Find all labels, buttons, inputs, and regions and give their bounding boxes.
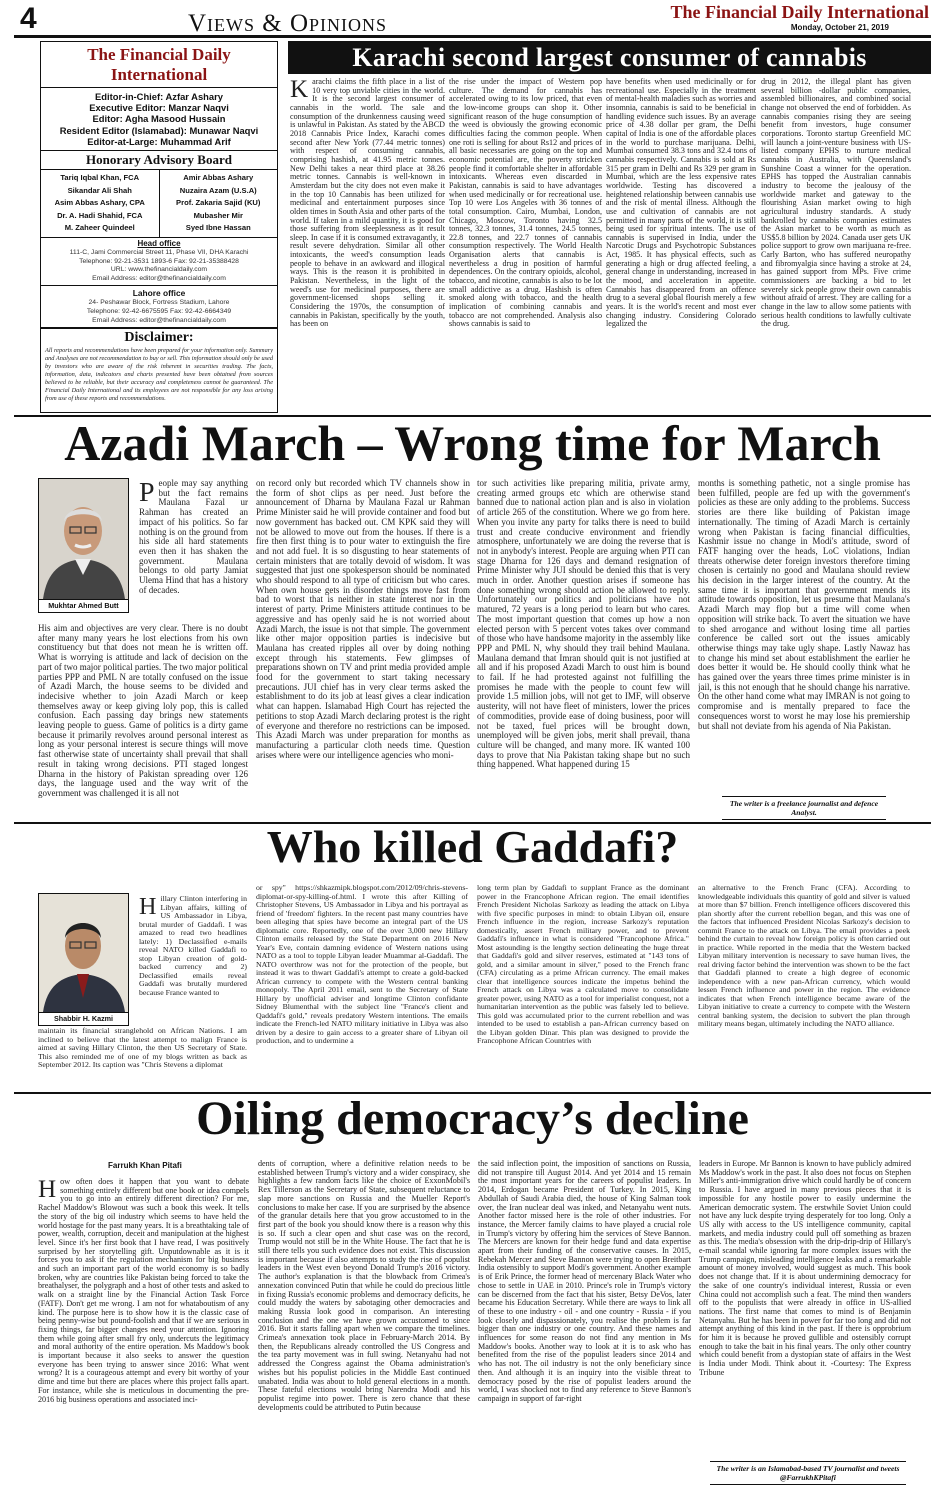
article-text: an alternative to the French Franc (CFA). According to knowledgeable individuals this quantity of gold and silver is valued at more than $7 billion. French intelligence officers discovered this plan shortly after the current rebellion began, and this was one of the factors that influenced President Nicolas Sarkozy's decision to commit France to the attack on Libya. The email provides a peek behind the curtain to reveal how foreign policy is often carried out in practice. While reported in the media that the Western backed Libyan military intervention is necessary to save human lives, the real driving factor behind the intervention was shown to be the fact that Gaddafi planned to create a high degree of economic independence with a new pan-African currency, which would lessen French influence and power in the region. The evidence indicates that when French intelligence became aware of the Libyan initiative to create a currency to compete with the Western central banking system, the decision to subvert the plan through military means began, ultimately including the NATO alliance. xyxy=(698,884,910,1028)
cannabis-column-4 xyxy=(761,78,911,412)
portrait-illustration xyxy=(39,479,128,599)
advisory-board-right xyxy=(159,170,278,237)
advisory-board-title: Honorary Advisory Board xyxy=(41,151,277,170)
board-member: Tariq Iqbal Khan, FCA xyxy=(60,173,140,183)
address-line: Email Address: editor@thefinancialdaily.com xyxy=(92,274,226,282)
cannabis-column-1 xyxy=(290,78,445,412)
oiling-column-4 xyxy=(699,1160,911,1458)
address-line: Telephone: 92-21-3531 1893-6 Fax: 92-21-35388428 xyxy=(79,257,239,265)
board-member: Syed Ibne Hassan xyxy=(185,223,251,233)
author-photo xyxy=(38,478,129,613)
paper-name: The Financial Daily International xyxy=(670,2,929,22)
lahore-office-address xyxy=(41,298,277,328)
oiling-column-1 xyxy=(38,1178,249,1488)
lahore-office-title: Lahore office xyxy=(132,288,186,299)
cannabis-column-2 xyxy=(449,78,602,412)
publication-date: Monday, October 21, 2019 xyxy=(790,23,889,32)
address-line: 24- Peshawar Block, Fortress Stadium, Lahore xyxy=(88,299,230,307)
azadi-headline: Azadi March – Wrong time for March xyxy=(64,415,881,471)
gaddafi-column-1 xyxy=(38,1027,247,1087)
article-text: dents of corruption, where a definitive relation needs to be established between Trump's victory and a wider conspiracy, she highlights a few random facts like the choice of ExxonMobil's Rex Tillerson as the Secretary of State, subsequent reluctance to slap more sanctions on Russia and the Mueller Report's conclusions to make her case. If you are surprised by the absence of the granular details here that you grow accustomed to in the first part of the book you should know there is a reason why this is so. If such a clear open and shut case was on the record, Trump would not still be in the White House. The fact that he is still there tells you such evidence does not exist. This discussion is important because if also attempts to study the rise of populist leaders in the West even beyond Donald Trump's 2016 victory. The author's explanation is that the blowback from Crimea's annexation convinced Putin that while he could do precious little in fixing Russia's economic problems and democracy deficits, he could muddy the waters by sabotaging other democracies and making Russia look good in comparison. An interesting conclusion and the one we have grown accustomed to since 2016. But it starts falling apart when we compare the timelines. Crimea's annexation took place in February-March 2014. By then, the Republicans already controlled the US Congress and the tea party movement was in full swing. Netanyahu had not addressed the Congress against the Obama administration's wishes but his populist policies in the Middle East continued unabated. India was about to hold general elections in a month. These fateful elections would bring Narendra Modi and his populist regime into power. There is zero chance that these developments could be attributed to Putin because xyxy=(258,1160,470,1412)
board-member: Sikandar Ali Shah xyxy=(67,185,132,195)
advisory-board-left xyxy=(41,170,159,237)
board-member: Amir Abbas Ashary xyxy=(183,173,254,183)
gaddafi-column-3 xyxy=(477,884,689,1089)
author-name: Mukhtar Ahmed Butt xyxy=(39,599,128,612)
article-text: How often does it happen that you want to debate something entirely different but one book or idea compels you to go into an entirely different direction? For me, Rachel Maddow's Blowout was such a book this week. It tells the story of the big oil industry which seems to have held the world hostage for the past many years. It is a breathtaking tale of power, wealth, corruption, deceit and manipulation at the highest level. Since it's her first book that I have read, I was positively surprised by her storytelling gift. Unputdownable as it is it forces you to ask if the regulation mechanism for big business and such an important part of the world economy is so badly broken, why are countries like Pakistan being forced to take the breathalyser, the polygraph and a host of other tests and asked to walk on a straight line by the Financial Action Task Force (FATF). Don't get me wrong. I am not for whataboutism of any kind. The purpose here is to show how it is the classic case of being penny-wise but pound-foolish and that if we are serious in fixing things, far bigger changes need your attention. Ignoring them while going after small fry only, undercuts the legitimacy and moral authority of the entire operation. Ms Maddow's book is important because it also seeks to answer the question everyone has been trying to answer since 2016: What went wrong? It is a courageous attempt and every bit worthy of your dime and time but there are places where this project falls apart. For instance, while she is meticulous in documenting the pre-2016 big business operations and associated inci- xyxy=(38,1178,249,1404)
cannabis-column-3 xyxy=(606,78,756,412)
article-text: have benefits when used medicinally or for recreational use. Especially in the treatment of mental-health maladies such as worries and insomnia, cannabis is said to be beneficial in handling evidence such issues. By an average price of 4.38 dollar per gram, the Delhi capital of India is one of the affordable places in the world to purchase marijuana. Delhi, Mumbai consumed 38.3 tons and 32.4 tons of cannabis respectively. Cannabis is sold at Rs 315 per gram in Delhi and Rs 329 per gram in Mumbai, which are the less expensive rates worldwide. Testing has discovered a heightened relationship between cannabis use and the risk of mental illness. Although the use and cultivation of cannabis are not permitted in many parts of the world, it is still being used for spiritual intents. The use of cannabis is supervised in India, under the Narcotic Drugs and Psychotropic Substances Act, 1985. It has physical effects, such as generating a high or drug affected feeling, a general change in understanding, increased in the mood, and acceleration in appetite. Cannabis has disappeared from an offence drug to a several global flourish merely a few years. It is the world's recent and most ever changing industry. Considering Colorado legalized the xyxy=(606,78,756,329)
article-text: drug in 2012, the illegal plant has given several billion -dollar public companies, assembled billionaires, and combined social change not observed the end of forbidden. As cannabis companies rising they are seeing benefit from investors, huge consumer corporations. Toronto startup Greenfield MC will launch a joint-venture business with US-listed company EPHS to nurture medical cannabis in Australia, with Queensland's Sunshine Coast a winner for the operation. EPHS has topped the Australian cannabis industry to become the jealousy of the worldwide market and gateway to the flourishing Asian market owing to high agricultural industry standards. A study bankrolled by cannabis companies estimates the Asian market to be worth as much as US$5.8 billion by 2024. Canada user gets UK police support to grow own marijuana re-free. Carly Barton, who has suffered neuropathy and fibromyalgia since having a stroke at 24, has gained support from MPs. Five crime commissioners are backing a bid to let severely sick people grow their own cannabis without afraid of arrest. They are calling for a change in the law to allow some patients with serious health conditions to lawfully cultivate the drug. xyxy=(761,78,911,329)
article-text: the said inflection point, the imposition of sanctions on Russia, did not transpire till August 2014. And yet 2014 and 15 remain the most important years for the careers of populist leaders. In 2014, Erdogan became President of Turkey. In 2015, King Abdullah of Saudi Arabia died, the house of King Salman took over, the Iran nuclear deal was inked, and Netanyahu went nuts. Another factor missed here is the role of other industries. For instance, the Mercer family claims to have played a crucial role in Trump's victory by offering him the services of Steve Bannon. The Mercers are known for their hedge fund and data expertise apart from their funding of the conservative causes. In 2015, Rebekah Mercer and Steve Bannon were trying to open Breitbart India ostensibly to support Modi's government. Another example is of Erik Prince, the former head of mercenary Black Water who chose to settle in UAE in 2010. Prince's role in Trump's victory can be discerned from the fact that his sister, Betsy DeVos, later became his Education Secretary. While there are ways to link all of these to one industry - oil - and one country - Russia - if you look closely and dispassionately, you realise the problem is far bigger than one industry or one country. And these names and influences for some reason do not find any mention in Ms Maddow's books. Another way to look at it is to ask who has benefited from the rise of the populist leaders since 2014 and who has not. The oil industry is not the only beneficiary since then. And although it is an inquiry into the visible threat to democracy posed by the rise of populist leaders around the world, I was shocked not to find any reference to Steve Bannon's campaign in support of far-right xyxy=(478,1160,691,1403)
article-text: on record only but recorded which TV channels show in the form of shot clips as per need. Just before the announcement of Dharna by Maulana Fazal ur Rahman Prime Minister said he will provide container and food but now government has backed out. CM KPK said they will not be allowed to move out from the houses. If there is a fire then first thing is to pour water to extinguish the fire and not add fuel. It is so disgusting to hear statements of certain ministers that are totally devoid of wisdom. It was suggested that just one spokesperson should be nominated who should respond to all type of criticism but who cares. When own house gets in disorder things move fast from bad to worst that is neither in state interest nor in the interest of party. Prime Ministers attitude continues to be aggressive and has openly said he is not worried about Azadi March, the issue is not that simple. The government like other major opposition parties is indecisive but Maulana has created ripples all over by doing nothing except through his statements. Few glimpses of preparations shown on TV and print media provided ample food for the government to start taking necessary precautions. JUI chief has in very clear terms asked the establishment to do its job at least gives a clear indication what can happen. Islamabad High Court has rejected the petitions to stop Azadi March declaring protest is the right of everyone and therefore no restrictions can be imposed. This Azadi March was under preparation for months as manufacturing a particular cloth needs time. Question arises where were our intelligence agencies who moni- xyxy=(256,479,470,760)
article-text: long term plan by Gaddafi to supplant France as the dominant power in the Francophone African region. The email identifies French President Nicholas Sarkozy as leading the attack on Libya with five specific purposes in mind: to obtain Libyan oil, ensure French influence in the region, increase Sarkozy's reputation domestically, assert French military power, and to prevent Gaddafi's influence in what is considered "Francophone Africa." Most astounding is the lengthy section delineating the huge threat that Gaddafi's gold and silver reserves, estimated at "143 tons of gold, and a similar amount in silver," posed to the French franc (CFA) circulating as a prime African currency. The email makes clear that intelligence sources indicate the impetus behind the French attack on Libya was a calculated move to consolidate greater power, using NATO as a tool for imperialist conquest, not a humanitarian intervention as the public was falsely led to believe. This gold was accumulated prior to the current rebellion and was intended to be used to establish a pan-African currency based on the Libyan golden Dinar. This plan was designed to provide the Francophone African Countries with xyxy=(477,884,689,1045)
board-member: Nuzaira Azam (U.S.A) xyxy=(179,185,257,195)
article-text: the rise under the impact of Western pop culture. The demand for cannabis has accelerated owing to its low priced, that even the low-income groups can shop it. Other significant reason of the huge consumption of the weed is obviously the growing economic difficulties facing the common people. When one roti is selling for about Rs12 and prices of all basic necessaries are going on the top and economic potential are, the poverty stricken people find it comfortable shelter in affordable intoxicants. Whereas even discarded in Pakistan, cannabis is said to have advantages when used medicinally or for recreational use. Top 10 were Los Angeles with 36 tonnes of total consumption. Cairo, Mumbai, London, Chicago, Moscow, Toronto having 32.5 tonnes, 32.3 tonnes, 31.4 tonnes, 24.5 tonnes, 22.8 tonnes, and 22.7 tonnes of cannabis consumption respectively. The World Health Organisation alerts that cannabis is nevertheless a drug in position of harmful dependences. On the contrary opioids, alcohol, tobacco, and nicotine, cannabis is also to be lot small addictive as a drug. Hashish is often smoked along with tobacco, and the health implication of combining cannabis and tobacco are not comprehended. Analysis also shows cannabis is said to xyxy=(449,78,602,329)
azadi-column-4 xyxy=(698,479,910,791)
azadi-column-3 xyxy=(477,479,690,816)
section-title: Views & Opinions xyxy=(188,10,388,37)
article-text: tor such activities like preparing militia, private army, creating armed groups etc which are otherwise stand banned due to national action plan and is also in violation of article 265 of the constitution. Where we go from here. When you invite any party for talks there is need to build trust and create conducive environment and friendly atmosphere, unfortunately we are doing the reverse that is not in anybody's interest. People are arguing when PTI can stage Dharna for 126 days and demand resignation of Prime Minister why JUI should be denied this that is very much in order. Another question arises if someone has done something wrong should action be allowed to reply. Unfortunately our politics and politicians have not matured, 72 years is a long period to learn but who cares. The most important question that comes up how a non elected person with 5 percent votes takes over command of those who have handsome majority in the assembly like PPP and PML N, why should they trail behind Maulana. Maulana demand that Imran should quit is not justified at all and if his proposed Azadi March to oust him is bound to fail. If he had protested against not fulfilling the promises he made with the people to count few will provide 1.5 million jobs, will not get to IMF, will observe austerity, will not have fleet of ministers, lower the prices of commodities, provide ease of doing business, poor will not be taxed, fuel prices will be brought down, unemployed will be given jobs, merit shall prevail, thana culture will be changed, and many more. IK wanted 100 days to prove that Nia Pakistan taking shape but no such thing happened. What happened during 15 xyxy=(477,479,690,770)
author-byline: Farrukh Khan Pitafi xyxy=(108,1161,182,1170)
azadi-column-2 xyxy=(256,479,470,816)
author-note: The writer is a freelance journalist and defence Analyst. xyxy=(722,796,886,820)
editor-line: Editor-in-Chief: Azfar Ashary xyxy=(95,91,223,102)
page-header xyxy=(14,4,931,38)
board-member: Asim Abbas Ashary, CPA xyxy=(54,198,145,208)
editor-line: Editor-at-Large: Muhammad Arif xyxy=(87,135,231,147)
oiling-headline: Oiling democracy’s decline xyxy=(196,1092,749,1145)
editor-line: Editor: Agha Masood Hussain xyxy=(92,113,226,125)
disclaimer-text: All reports and recommendations have been prepared for your information only. Summary and Analyses are not recommendation to buy or sell. This information should only be used by investors who are aware of the risk inherent in securities trading. The facts, information, data, indicators and charts presented have been obtained from sources believed to be reliable, but their accuracy and completeness cannot be guaranteed. The Financial Daily International and its employees are not responsible for any loss arising from use of these reports and recommendations. xyxy=(45,347,273,402)
gaddafi-column-4 xyxy=(698,884,910,1089)
board-member: Mubasher Mir xyxy=(193,210,243,220)
author-note: The writer is an Islamabad-based TV journalist and tweets @FarrukhKPitafi xyxy=(710,1461,906,1485)
azadi-column-1 xyxy=(38,624,248,816)
sidebar-paper-name: The Financial Daily International xyxy=(41,42,277,88)
oiling-column-2 xyxy=(258,1160,470,1488)
article-text: Karachi claims the fifth place in a list of 10 very top unviable cities in the world. It is the second largest consumer of cannabis in the world. The sale and consumption of the drunkenness causing weed is unlawful in Pakistan. As stated by the ABCD 2018 Cannabis Price Index, Karachi comes second after New York (77.44 metric tonnes) with respect of consuming cannabis, comprising hashish, at 41.95 metric tonnes. New Delhi takes a near third place at 38.26 metric tonnes. Cannabis is well-known in Amsterdam but the city does not even make it in the top 10 Cannabis has been utilized for medicinal and entertainment purposes since olden times in South Asia and other parts of the world. If taken in a mild quantity, it is good for those suffering from sleeplessness as it result sleep. In case if it is consumed extravagantly, it result severe dehydration. Similar all other intoxicants, the weed's consumption leads people to behave in an awkward and illogical ways. This is the reason it is prohibited in Pakistan. Nevertheless, in the light of the weed's use for medicinal purposes, there are government-licensed shops selling it. Considering the 1970s, the consumption of cannabis in Pakistan, specifically by the youth, has been on xyxy=(290,78,445,329)
address-line: Email Address: editor@thefinancialdaily.com xyxy=(92,316,226,324)
article-text: leaders in Europe. Mr Bannon is known to have publicly admired Ms Maddow's work in the past. It also does not focus on Stephen Miller's anti-immigration drive which could hardly be of concern to Russia. I have argued in many previous pieces that it is impossible for any hostile power to easily undermine the American democratic system. The erstwhile Soviet Union could not have any luck despite trying desperately for too long. Only a US ally with access to the US intelligence community, capital markets, and media industry could pull off something as brazen as this. The media's obsession with the drip-drip-drip of Hillary's e-mail scandal while ignoring far more complex issues with the Trump campaign, misleading intelligence leaks and a remarkable amount of money involved, would suggest as much. This book does not change that. If it is about undermining democracy for the sake of one country's individual interest, Russia or even China could not accomplish such a feat. The mind then wanders off to the populists that were already in office in US-allied nations. The first name that comes to mind is of Benjamin Netanyahu. But he has been in power for far too long and did not attempt anything of this kind in the past. If there is opprobrium for him it is because he proved gullible and ostensibly corrupt enough to take the bait in his final years. The only other country which could benefit from a dystopian state of affairs in the West is India under Modi. Think about it. -Courtesy: The Express Tribune xyxy=(699,1160,911,1377)
author-photo xyxy=(38,893,129,1026)
board-member: Prof. Zakaria Sajid (KU) xyxy=(176,198,261,208)
article-text: maintain its financial stranglehold on African Nations. I am inclined to believe that the latest attempt to malign France is aimed at saving Hillary Clinton, the then US Secretary of State. This also reminded me of one of my blogs written as back as September 2012. Its caption was "Chris Stevens a diplomat xyxy=(38,1027,247,1069)
article-text: or spy" https://shkazmipk.blogspot.com/2012/09/chris-stevens-diplomat-or-spy-killing-of.html. I wrote this after Killing of Christopher Stevens, US Ambassador in Libya and his portrayal as friend of 'freedom' fighters. In the recent past many countries have been alleging that spies have become an integral part of the US diplomatic core. Reportedly, one of the over 3,000 new Hillary Clinton emails released by the State Department on 2016 New Year's Eve, contain damning evidence of Western nations using NATO as a tool to topple Libyan leader Muammar al-Gaddafi. The NATO overthrow was not for the protection of the people, but instead it was to thwart Gaddafi's attempt to create a gold-backed African currency to compete with the Western central banking monopoly. The April 2011 email, sent to the Secretary of State Hillary by unofficial adviser and longtime Clinton confidante Sidney Blumenthal with the subject line "France's client and Qaddafi's gold," reveals predatory Western intentions. The emails indicate the French-led NATO military initiative in Libya was also driven by a desire to gain access to a greater share of Libyan oil production, and to undermine a xyxy=(256,884,468,1045)
article-text: People may say anything but the fact remains Maulana Fazal ur Rahman has created an impact of his politics. So far nothing is on the ground from his side all hard statements even then it has shaken the government. Maulana belongs to old party Jamiat Ulema Hind that has a history of decades. xyxy=(139,479,248,595)
gaddafi-column-2 xyxy=(256,884,468,1089)
board-member: Dr. A. Hadi Shahid, FCA xyxy=(57,210,143,220)
editor-line: Resident Editor (Islamabad): Munawar Naqvi xyxy=(59,124,259,136)
board-member: M. Zaheer Quindeel xyxy=(64,223,135,233)
article-text: Hillary Clinton interfering in Libyan affairs, killing of US Ambassador in Libya, brutal murder of Gaddafi. I was amazed to read two headlines lately: 1) Declassified e-mails reveal NATO killed Gaddafi to stop Libyan creation of gold-backed currency and 2) Declassified emails reveal Gaddafi was brutally murdered because France wanted to xyxy=(139,895,247,997)
page-number: 4 xyxy=(20,2,37,35)
author-name: Shabbir H. Kazmi xyxy=(39,1012,128,1025)
oiling-column-3 xyxy=(478,1160,691,1488)
article-text: months is something pathetic, not a single promise has been fulfilled, people are fed up with the government's policies as these are only adding to the problems. Success stories are there like building of Pakistan image internationally. The timing of Azadi March is certainly wrong when Pakistan is facing financial difficulties, Kashmir issue no change in Modi's attitude, sword of FATF hanging over the heads, LoC violations, Indian threats otherwise deter foreign investors therefore timing chosen is certainly no good and Maulana should review his decision in the larger interest of the country. At the same time it is important that government mends its attitude towards opposition, let us presume that Maulana's Azadi March may flop but a time will come when opposition will strike back. To avert the situation we have to shed arrogance and without losing time all parties conference be called sort out the issues amicably otherwise things may take ugly shape. Lastly Nawaz has to change his mind set about establishment the earlier he does better it would be. He should coolly think what he has gained over the years three times prime minister is in jail, is this not enough that he should change his narrative. On the other hand come what may IMRAN is not going to compromise and is mentally prepared to face the consequences worst to worst he may lose his premiership but shall not deviate from his agenda of Nia Pakistan. xyxy=(698,479,910,731)
advisory-board xyxy=(41,170,277,238)
article-text: His aim and objectives are very clear. There is no doubt after many many years he lost elections from his own constituency but that does not mean he is written off. What is worrying is attitude and lack of decision on the part of two major political parties. The two major political parties PPP and PML N are totally confused on the issue of Azadi March, the house seems to be divided and indecisive whether to join Azadi March or keep themselves away or keep giving loly pop, this is called confusion. Each passing day brings new statements leaving people to guess. Game of politics is a dirty game because it primarily revolves around personal interest as long as your personal interest is secure things will move fast otherwise state of uncertainty shall prevail that shall result in taking wrong decisions. PTI staged longest Dharna in the history of Pakistan spreading over 126 days, the language used and the way writ of the government was challenged it is all not xyxy=(38,624,248,798)
portrait-illustration xyxy=(39,894,128,1012)
head-office-address xyxy=(41,248,277,286)
address-line: 111-C, Jami Commercial Street 11, Phase VII, DHA Karachi xyxy=(69,248,249,256)
head-office-title: Head office xyxy=(137,238,181,248)
address-line: Telephone: 92-42-6675595 Fax: 92-42-6664349 xyxy=(86,307,232,315)
editorial-staff xyxy=(41,88,277,151)
gaddafi-column-1-top xyxy=(139,895,247,1026)
address-line: URL: www.thefinancialdaily.com xyxy=(110,266,208,274)
gaddafi-headline: Who killed Gaddafi? xyxy=(266,821,679,872)
azadi-column-1-top xyxy=(139,479,248,623)
cannabis-headline: Karachi second largest consumer of cannabis xyxy=(288,41,931,74)
masthead-box xyxy=(40,41,278,413)
disclaimer-title: Disclaimer: xyxy=(41,328,277,346)
editor-line: Executive Editor: Manzar Naqvi xyxy=(89,102,229,114)
